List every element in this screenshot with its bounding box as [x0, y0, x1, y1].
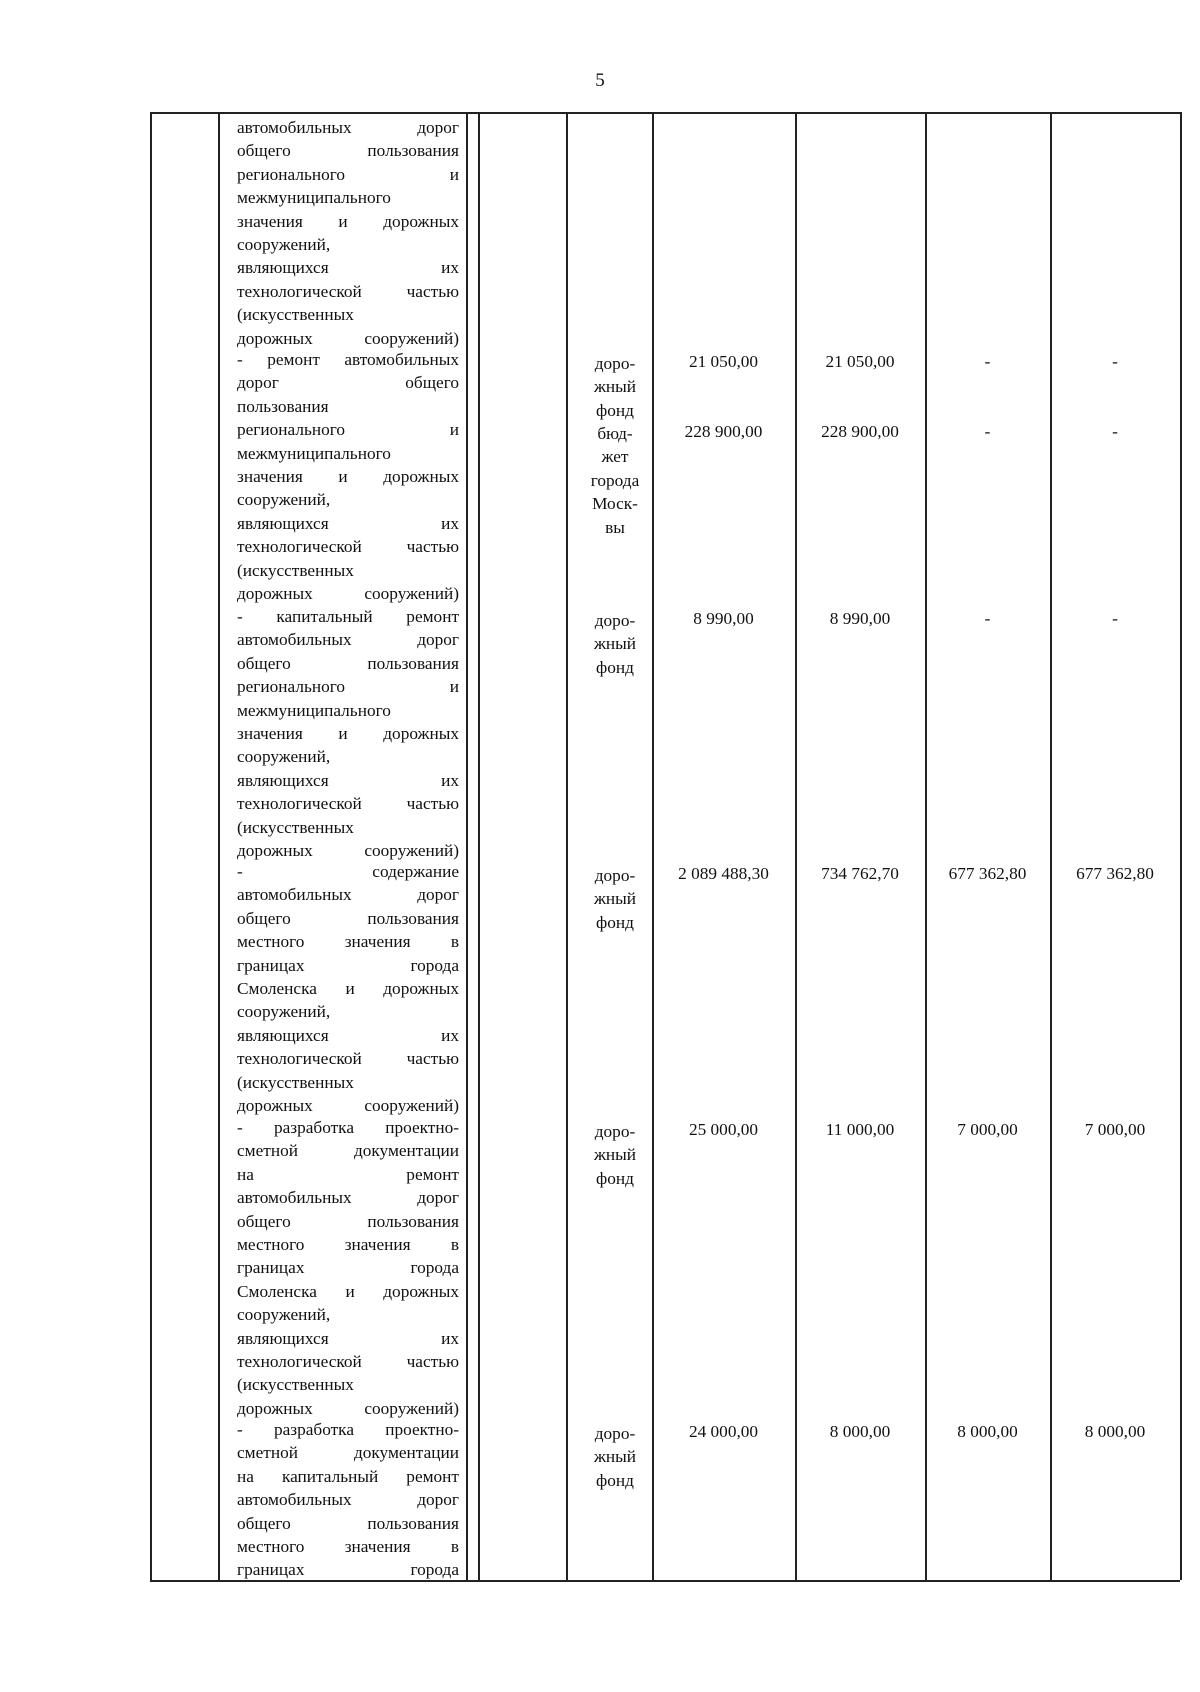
amount-y3: 8 000,00	[1084, 1422, 1146, 1441]
table-top-border	[150, 112, 1180, 114]
amount-total: 2 089 488,30	[678, 864, 769, 883]
row-description-line: дорожных сооружений)	[237, 1398, 459, 1418]
row-description-line: местного значения в	[237, 1235, 459, 1255]
description-continuation-line: значения и дорожных	[237, 211, 459, 231]
row-description-line: межмуниципального	[237, 700, 391, 720]
row-description-line: (искусственных	[237, 1375, 354, 1395]
row-description-line: сооружений,	[237, 1002, 331, 1022]
amount-y3: 677 362,80	[1076, 864, 1154, 883]
funding-source-line: жный	[593, 1447, 637, 1467]
row-description	[237, 1116, 459, 1420]
description-continuation-line: дорожных сооружений)	[237, 328, 459, 348]
row-description-line: пользования	[237, 396, 329, 416]
row-description-line: (искусственных	[237, 817, 354, 837]
amount-total: 21 050,00	[688, 352, 759, 371]
row-description-line: Смоленска и дорожных	[237, 1281, 459, 1301]
description-continuation-line: (искусственных	[237, 305, 354, 325]
column-border	[1050, 112, 1052, 1580]
funding-source-line: жный	[593, 1145, 637, 1165]
row-description-line: границах города	[237, 1258, 459, 1278]
funding-source-line: жный	[593, 377, 637, 397]
funding-source-line: города	[590, 470, 640, 490]
amount-y1: 8 990,00	[829, 609, 891, 628]
amount-y2: 677 362,80	[948, 864, 1027, 883]
row-description-line: местного значения в	[237, 1537, 459, 1557]
funding-source-line: фонд	[596, 1470, 634, 1490]
row-description-line: - капитальный ремонт	[237, 607, 459, 626]
row-description-line: технологической частью	[237, 794, 459, 814]
row-description	[237, 348, 459, 605]
amount-total: 24 000,00	[688, 1422, 759, 1441]
row-description-line: регионального и	[237, 420, 459, 440]
description-continuation-line: регионального и	[237, 164, 459, 184]
funding-source-line: бюд-	[597, 424, 633, 443]
funding-source-line: жный	[593, 634, 637, 654]
funding-source-line: жет	[601, 447, 629, 467]
row-description-line: - ремонт автомобильных	[237, 350, 459, 369]
row-description-line: технологической частью	[237, 1352, 459, 1372]
funding-source-line: доро-	[594, 1424, 636, 1443]
amount-y2: -	[984, 352, 991, 371]
row-description-line: дорожных сооружений)	[237, 584, 459, 604]
row-description-line: дорог общего	[237, 373, 459, 393]
description-continuation-line: общего пользования	[237, 141, 459, 161]
amount-y3: -	[1112, 609, 1118, 628]
row-description-line: автомобильных дорог	[237, 1188, 459, 1208]
amount-total: 25 000,00	[688, 1120, 759, 1139]
row-description-line: общего пользования	[237, 653, 459, 673]
amount-total: 228 900,00	[684, 422, 763, 441]
row-description-line: дорожных сооружений)	[237, 841, 459, 861]
funding-source-line: Моск-	[592, 494, 638, 514]
row-description-line: (искусственных	[237, 1072, 354, 1092]
funding-source-line: фонд	[596, 400, 634, 420]
funding-source	[584, 352, 646, 422]
row-description-line: - разработка проектно-	[237, 1420, 459, 1439]
funding-source-line: доро-	[594, 866, 636, 885]
funding-source-line: фонд	[596, 1168, 634, 1188]
amount-y3: -	[1112, 422, 1118, 441]
funding-source	[584, 1120, 646, 1190]
funding-source	[584, 422, 646, 539]
row-description-line: Смоленска и дорожных	[237, 979, 459, 999]
row-description-line: являющихся их	[237, 770, 459, 790]
funding-source-line: фонд	[596, 912, 634, 932]
column-border	[1180, 112, 1182, 1580]
funding-source-line: доро-	[594, 1122, 636, 1141]
row-description-line: общего пользования	[237, 1211, 459, 1231]
row-description-line: местного значения в	[237, 932, 459, 952]
row-description-line: на ремонт	[237, 1164, 459, 1184]
funding-source-line: жный	[593, 889, 637, 909]
row-description-line: границах города	[237, 955, 459, 975]
amount-y2: -	[984, 422, 991, 441]
amount-y1: 21 050,00	[825, 352, 895, 371]
row-description-line: значения и дорожных	[237, 724, 459, 744]
description-continuation-line: межмуниципального	[237, 188, 391, 208]
funding-source	[584, 864, 646, 934]
column-border	[925, 112, 927, 1580]
amount-y2: -	[984, 609, 991, 628]
funding-source	[584, 1422, 646, 1492]
row-description-line: - разработка проектно-	[237, 1118, 459, 1137]
row-description-line: сооружений,	[237, 747, 331, 767]
row-description-line: являющихся их	[237, 513, 459, 533]
column-border	[795, 112, 797, 1580]
row-description-line: сооружений,	[237, 490, 331, 510]
amount-y2: 8 000,00	[957, 1422, 1018, 1441]
row-description-line: автомобильных дорог	[237, 630, 459, 650]
amount-y1: 8 000,00	[829, 1422, 891, 1441]
column-border	[218, 112, 220, 1580]
column-border	[566, 112, 568, 1580]
amount-y1: 11 000,00	[825, 1120, 895, 1139]
row-description-line: являющихся их	[237, 1025, 459, 1045]
description-continuation-line: автомобильных дорог	[237, 118, 459, 137]
row-description-line: технологической частью	[237, 537, 459, 557]
description-continuation-line: являющихся их	[237, 258, 459, 278]
amount-total: 8 990,00	[693, 609, 754, 628]
row-description-line: на капитальный ремонт	[237, 1466, 459, 1486]
row-description-line: автомобильных дорог	[237, 885, 459, 905]
amount-y3: 7 000,00	[1084, 1120, 1146, 1139]
row-description-line: - содержание	[237, 862, 459, 881]
description-continuation-line: технологической частью	[237, 281, 459, 301]
row-description-line: являющихся их	[237, 1328, 459, 1348]
row-description-line: общего пользования	[237, 908, 459, 928]
funding-source-line: фонд	[596, 657, 634, 677]
row-description	[237, 605, 459, 862]
row-description-line: межмуниципального	[237, 443, 391, 463]
row-description	[237, 860, 459, 1117]
column-border	[652, 112, 654, 1580]
row-description-line: (искусственных	[237, 560, 354, 580]
description-inner-border	[466, 112, 468, 1580]
row-description-line: сметной документации	[237, 1141, 459, 1161]
funding-source-line: вы	[605, 517, 625, 537]
row-description	[237, 1418, 459, 1582]
amount-y1: 734 762,70	[821, 864, 899, 883]
row-description-line: дорожных сооружений)	[237, 1096, 459, 1116]
amount-y2: 7 000,00	[957, 1120, 1018, 1139]
row-description-line: значения и дорожных	[237, 467, 459, 487]
row-description-line: сооружений,	[237, 1305, 331, 1325]
column-border	[150, 112, 152, 1580]
description-continuation-line: сооружений,	[237, 235, 331, 255]
row-description-line: технологической частью	[237, 1049, 459, 1069]
column-border	[478, 112, 480, 1580]
row-description-line: автомобильных дорог	[237, 1490, 459, 1510]
row-description-line: сметной документации	[237, 1443, 459, 1463]
description-continuation	[237, 116, 459, 350]
row-description-line: регионального и	[237, 677, 459, 697]
funding-source-line: доро-	[594, 611, 636, 630]
amount-y3: -	[1112, 352, 1118, 371]
amount-y1: 228 900,00	[821, 422, 899, 441]
funding-source-line: доро-	[594, 354, 636, 373]
funding-source	[584, 609, 646, 679]
row-description-line: границах города	[237, 1560, 459, 1580]
page-number: 5	[595, 70, 605, 91]
row-description-line: общего пользования	[237, 1513, 459, 1533]
